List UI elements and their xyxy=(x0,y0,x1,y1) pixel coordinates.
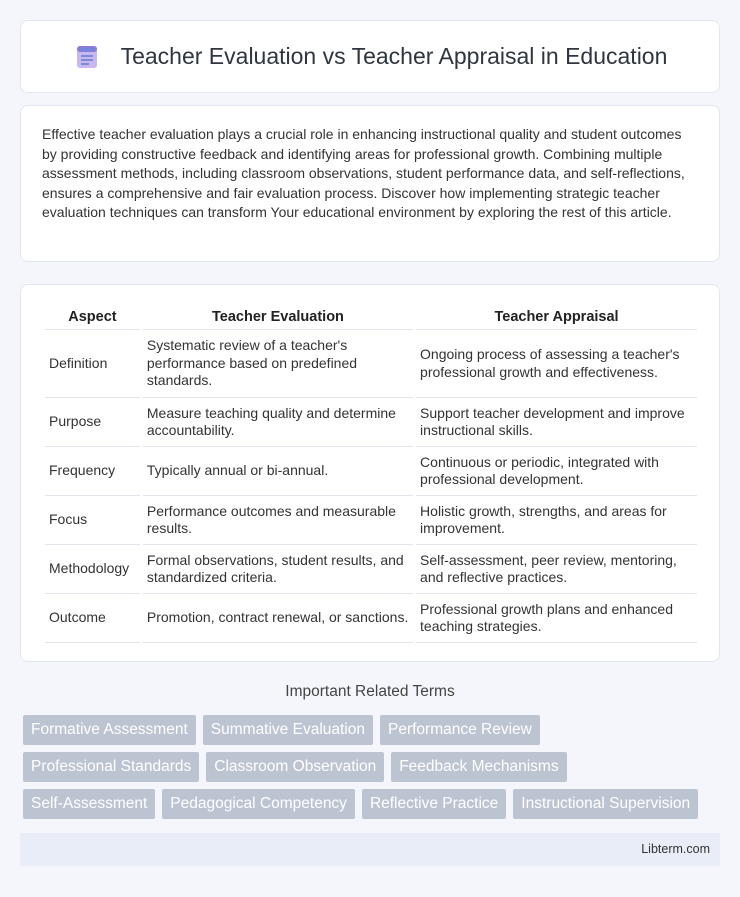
tag-instructional-supervision[interactable]: Instructional Supervision xyxy=(513,789,698,819)
evaluation-cell: Measure teaching quality and determine accountability. xyxy=(143,398,413,447)
appraisal-cell: Self-assessment, peer review, mentoring, and reflective practices. xyxy=(416,545,697,594)
column-header-appraisal: Teacher Appraisal xyxy=(416,305,697,330)
comparison-table xyxy=(42,305,700,643)
table-row xyxy=(45,330,697,398)
table-row xyxy=(45,447,697,496)
related-terms-list xyxy=(23,715,723,826)
intro-paragraph: Effective teacher evaluation plays a crucial role in enhancing instructional quality and student outcomes by providing constructive feedback and identifying areas for professional growth. Combining multiple assessment methods, including classroom observations, student performance data, and self-reflections, ensures a comprehensive and fair evaluation process. Discover how implementing strategic teacher evaluation techniques can transform Your educational environment by exploring the rest of this article. xyxy=(42,126,685,220)
page-title: Teacher Evaluation vs Teacher Appraisal in Education xyxy=(120,43,668,69)
appraisal-cell: Continuous or periodic, integrated with professional development. xyxy=(416,447,697,496)
aspect-cell: Frequency xyxy=(45,447,140,496)
evaluation-cell: Formal observations, student results, and standardized criteria. xyxy=(143,545,413,594)
tag-professional-standards[interactable]: Professional Standards xyxy=(23,752,199,782)
aspect-cell: Definition xyxy=(45,330,140,398)
related-terms-heading: Important Related Terms xyxy=(285,683,455,700)
aspect-cell: Focus xyxy=(45,496,140,545)
table-header-row xyxy=(45,305,697,330)
tag-performance-review[interactable]: Performance Review xyxy=(380,715,540,745)
header xyxy=(21,21,719,92)
evaluation-cell: Typically annual or bi-annual. xyxy=(143,447,413,496)
document-icon xyxy=(73,43,101,71)
column-header-evaluation: Teacher Evaluation xyxy=(143,305,413,330)
table-row xyxy=(45,545,697,594)
tag-self-assessment[interactable]: Self-Assessment xyxy=(23,789,155,819)
table-row xyxy=(45,594,697,643)
appraisal-cell: Ongoing process of assessing a teacher's professional growth and effectiveness. xyxy=(416,330,697,398)
intro-card xyxy=(20,105,720,262)
footer xyxy=(20,833,720,866)
tag-feedback-mechanisms[interactable]: Feedback Mechanisms xyxy=(391,752,566,782)
aspect-cell: Purpose xyxy=(45,398,140,447)
column-header-aspect: Aspect xyxy=(45,305,140,330)
header-card xyxy=(20,20,720,93)
evaluation-cell: Systematic review of a teacher's performance based on predefined standards. xyxy=(143,330,413,398)
table-row xyxy=(45,496,697,545)
tag-formative-assessment[interactable]: Formative Assessment xyxy=(23,715,196,745)
evaluation-cell: Performance outcomes and measurable results. xyxy=(143,496,413,545)
appraisal-cell: Professional growth plans and enhanced teaching strategies. xyxy=(416,594,697,643)
table-row xyxy=(45,398,697,447)
comparison-card xyxy=(20,284,720,662)
appraisal-cell: Holistic growth, strengths, and areas for improvement. xyxy=(416,496,697,545)
evaluation-cell: Promotion, contract renewal, or sanctions. xyxy=(143,594,413,643)
tag-classroom-observation[interactable]: Classroom Observation xyxy=(206,752,384,782)
tag-summative-evaluation[interactable]: Summative Evaluation xyxy=(203,715,373,745)
tag-row xyxy=(23,789,723,819)
aspect-cell: Outcome xyxy=(45,594,140,643)
tag-pedagogical-competency[interactable]: Pedagogical Competency xyxy=(162,789,355,819)
appraisal-cell: Support teacher development and improve instructional skills. xyxy=(416,398,697,447)
tag-row xyxy=(23,752,723,782)
tag-row xyxy=(23,715,723,745)
tag-reflective-practice[interactable]: Reflective Practice xyxy=(362,789,506,819)
aspect-cell: Methodology xyxy=(45,545,140,594)
footer-site-link[interactable]: Libterm.com xyxy=(641,842,710,856)
